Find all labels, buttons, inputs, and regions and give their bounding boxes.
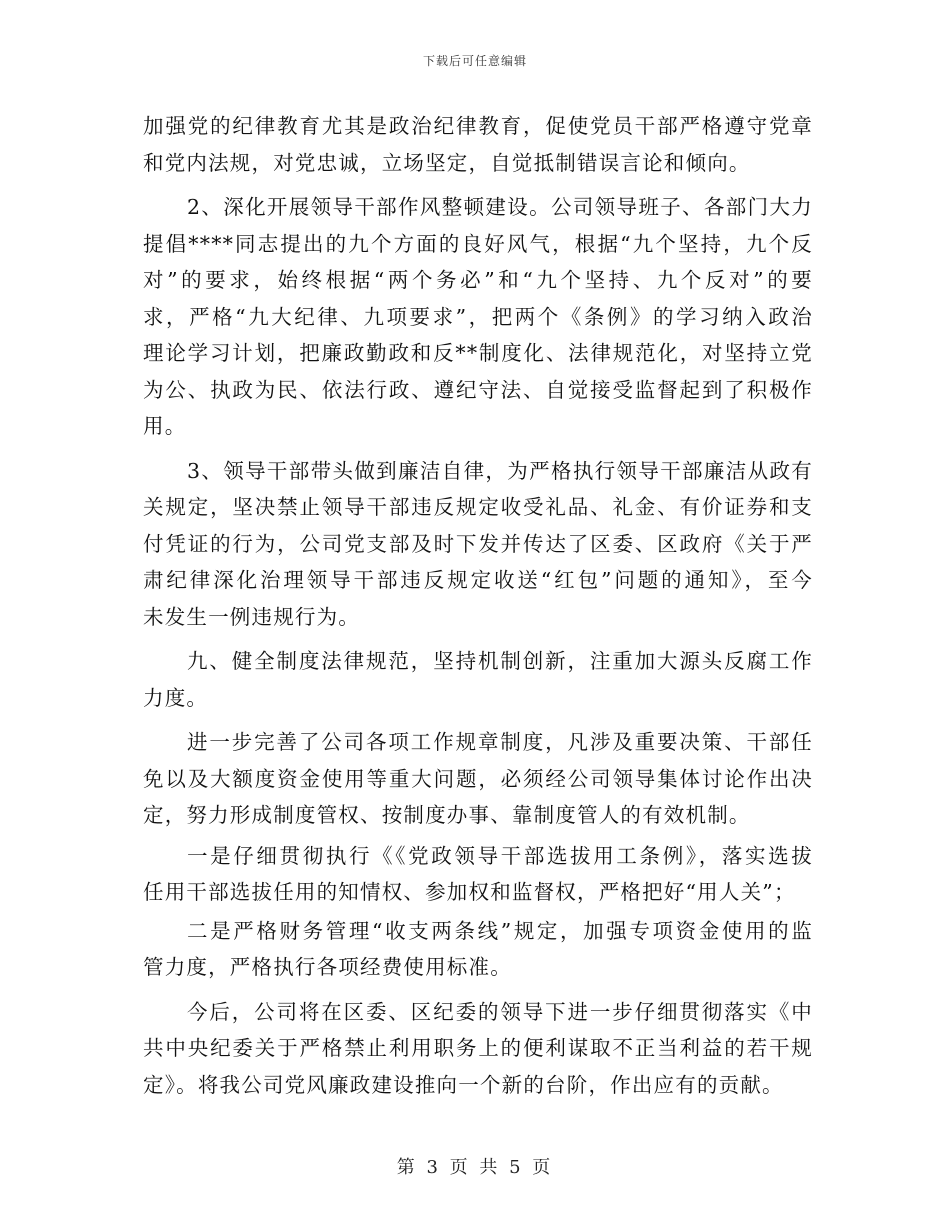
text-line: 未发生一例违规行为。 bbox=[143, 604, 360, 629]
text-line: 定，努力形成制度管权、按制度办事、靠制度管人的有效机制。 bbox=[143, 803, 751, 827]
text-line: 求，严格“九大纪律、九项要求”，把两个《条例》的学习纳入政治 bbox=[143, 304, 813, 329]
section-heading bbox=[143, 643, 813, 716]
text-line: 肃纪律深化治理领导干部违反规定收送“红包”问题的通知》，至今 bbox=[143, 568, 813, 592]
text-line: 力度。 bbox=[143, 685, 209, 710]
document-body bbox=[143, 108, 813, 1103]
paragraph bbox=[143, 994, 813, 1104]
text-line: 付凭证的行为，公司党支部及时下发并传达了区委、区政府《关于严 bbox=[143, 531, 813, 556]
text-line: 为公、执政为民、依法行政、遵纪守法、自觉接受监督起到了积极作 bbox=[143, 377, 813, 402]
text-line: 管力度，严格执行各项经费使用标准。 bbox=[143, 955, 512, 979]
page-header: 下载后可任意编辑 bbox=[422, 54, 527, 68]
text-line: 进一步完善了公司各项工作规章制度，凡涉及重要决策、干部任 bbox=[187, 730, 813, 754]
text-line: 免以及大额度资金使用等重大问题，必须经公司领导集体讨论作出决 bbox=[143, 766, 813, 791]
text-line: 关规定，坚决禁止领导干部违反规定收受礼品、礼金、有价证券和支 bbox=[143, 495, 813, 519]
text-line: 定》。将我公司党风廉政建设推向一个新的台阶，作出应有的贡献。 bbox=[143, 1072, 784, 1097]
text-line: 用。 bbox=[143, 414, 187, 438]
text-line: 九、健全制度法律规范，坚持机制创新，注重加大源头反腐工作 bbox=[187, 649, 813, 673]
paragraph bbox=[143, 724, 813, 834]
text-line: 提倡****同志提出的九个方面的良好风气，根据“九个坚持，九个反 bbox=[143, 231, 813, 256]
paragraph bbox=[143, 189, 813, 445]
paragraph bbox=[143, 913, 813, 986]
text-line: 2、深化开展领导干部作风整顿建设。公司领导班子、各部门大力 bbox=[187, 195, 813, 219]
text-line: 和党内法规，对党忠诚，立场坚定，自觉抵制错误言论和倾向。 bbox=[143, 150, 751, 175]
paragraph bbox=[143, 453, 813, 636]
text-line: 理论学习计划，把廉政勤政和反**制度化、法律规范化，对坚持立党 bbox=[143, 341, 813, 365]
text-line: 今后，公司将在区委、区纪委的领导下进一步仔细贯彻落实《中 bbox=[187, 999, 813, 1024]
page-number-footer: 第 3 页 共 5 页 bbox=[396, 1157, 554, 1178]
paragraph bbox=[143, 838, 813, 911]
text-line: 共中央纪委关于严格禁止利用职务上的便利谋取不正当利益的若干规 bbox=[143, 1036, 813, 1060]
text-line: 二是严格财务管理“收支两条线”规定，加强专项资金使用的监 bbox=[187, 918, 813, 943]
text-line: 一是仔细贯彻执行《《党政领导干部选拔用工条例》，落实选拔 bbox=[187, 843, 813, 868]
text-line: 3、领导干部带头做到廉洁自律，为严格执行领导干部廉洁从政有 bbox=[187, 458, 813, 483]
text-line: 加强党的纪律教育尤其是政治纪律教育，促使党员干部严格遵守党章 bbox=[143, 114, 813, 138]
paragraph bbox=[143, 108, 813, 181]
text-line: 对”的要求，始终根据“两个务必”和“九个坚持、九个反对”的要 bbox=[143, 268, 813, 292]
text-line: 任用干部选拔任用的知情权、参加权和监督权，严格把好“用人关”； bbox=[143, 880, 796, 904]
